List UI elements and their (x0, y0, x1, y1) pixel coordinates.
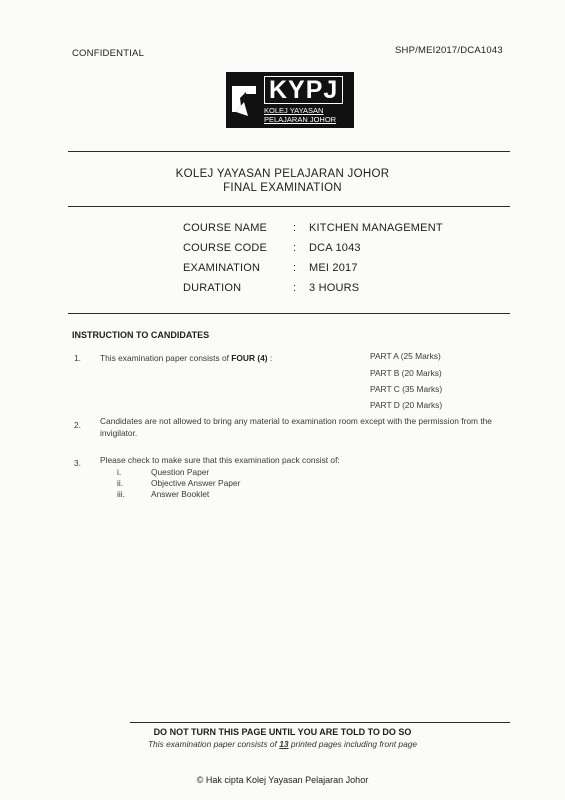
instructions-heading: INSTRUCTION TO CANDIDATES (72, 330, 210, 340)
course-row: COURSE CODE : DCA 1043 (183, 242, 361, 254)
course-row: COURSE NAME : KITCHEN MANAGEMENT (183, 222, 443, 234)
kypj-logo (226, 72, 354, 128)
confidential-label: CONFIDENTIAL (72, 48, 145, 59)
item3-number: 3. (74, 458, 81, 468)
subitem-number: iii. (117, 489, 125, 499)
examination-label: EXAMINATION (183, 262, 261, 274)
course-code-value: DCA 1043 (309, 242, 361, 254)
item1-number: 1. (74, 353, 81, 363)
subitem-number: i. (117, 467, 122, 477)
item2-number: 2. (74, 420, 81, 430)
divider-top (68, 151, 510, 152)
part-d: PART D (20 Marks) (370, 400, 443, 410)
subitem-number: ii. (117, 478, 124, 488)
logo-line1: KOLEJ YAYASAN (264, 106, 324, 115)
course-row: EXAMINATION : MEI 2017 (183, 262, 358, 274)
copyright-notice: © Hak cipta Kolej Yayasan Pelajaran Johor (196, 775, 369, 785)
subitem-text: Objective Answer Paper (151, 478, 241, 488)
course-name-value: KITCHEN MANAGEMENT (309, 222, 443, 234)
subitem-text: Question Paper (151, 467, 210, 477)
item3-text: Please check to make sure that this examination pack consist of: (100, 455, 340, 465)
logo-main-text: KYPJ (264, 76, 343, 104)
logo-line2: PELAJARAN JOHOR (264, 115, 337, 124)
part-c: PART C (35 Marks) (370, 384, 443, 394)
examination-value: MEI 2017 (309, 262, 358, 274)
subitem-text: Answer Booklet (151, 489, 210, 499)
do-not-turn-warning: DO NOT TURN THIS PAGE UNTIL YOU ARE TOLD TO DO SO (153, 727, 412, 737)
item1-text: This examination paper consists of FOUR (4) : (100, 353, 273, 363)
exam-type: FINAL EXAMINATION (223, 182, 342, 194)
divider-middle (68, 206, 510, 207)
course-code-label: COURSE CODE (183, 242, 268, 254)
duration-value: 3 HOURS (309, 282, 360, 294)
course-row: DURATION : 3 HOURS (183, 282, 360, 294)
logo-emblem-icon (226, 72, 262, 128)
page-count: 13 (279, 739, 289, 749)
item2-line1: Candidates are not allowed to bring any material to examination room except with the permission from the (100, 416, 492, 426)
course-name-label: COURSE NAME (183, 222, 268, 234)
page-count-note: This examination paper consists of 13 printed pages including front page (147, 739, 418, 749)
paper-code: SHP/MEI2017/DCA1043 (395, 45, 503, 56)
duration-label: DURATION (183, 282, 242, 294)
part-a: PART A (25 Marks) (370, 351, 441, 361)
college-name: KOLEJ YAYASAN PELAJARAN JOHOR (175, 168, 390, 180)
divider-bottom (68, 313, 510, 314)
part-b: PART B (20 Marks) (370, 368, 442, 378)
item2-line2: invigilator. (100, 428, 138, 438)
footer-divider (130, 722, 510, 723)
